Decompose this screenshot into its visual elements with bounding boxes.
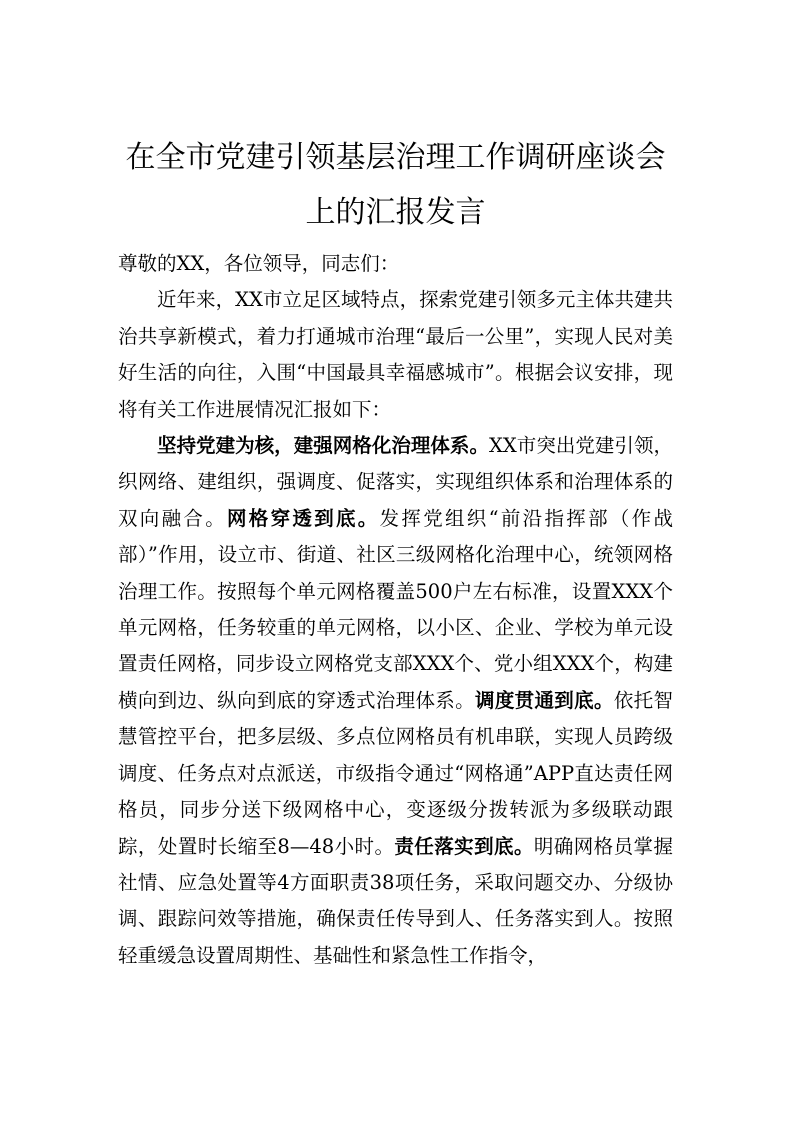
section-1-lead: XX市突出党建引领，织网络、建组织，强调度、促落实，实现组织体系和治理体系的双向融合。 <box>118 434 673 530</box>
section-1-heading: 坚持党建为核，建强网格化治理体系。 <box>157 434 489 458</box>
section-1-paragraph <box>118 428 673 974</box>
point-2-heading: 调度贯通到底。 <box>474 688 614 712</box>
document-body <box>118 246 673 974</box>
point-3-text: 明确网格员掌握社情、应急处置等4方面职责38项任务，采取问题交办、分级协调、跟踪问效等措施，确保责任传导到人、任务落实到人。按照轻重缓急设置周期性、基础性和紧急性工作指令， <box>118 834 673 967</box>
title-line-2: 上的汇报发言 <box>305 195 486 230</box>
salutation: 尊敬的XX，各位领导，同志们： <box>118 252 400 275</box>
point-1-heading: 网格穿透到底。 <box>227 506 380 530</box>
point-2-text: 依托智慧管控平台，把多层级、多点位网格员有机串联，实现人员跨级调度、任务点对点派送，市级指令通过“网格通”APP直达责任网格员，同步分送下级网格中心，变逐级分拨转派为多级联动跟踪，处置时长缩至8—48小时。 <box>118 688 673 858</box>
title-line-1: 在全市党建引领基层治理工作调研座谈会 <box>125 140 666 175</box>
point-1-text: 发挥党组织“前沿指挥部（作战部）”作用，设立市、街道、社区三级网格化治理中心，统领网格治理工作。按照每个单元网格覆盖500户左右标准，设置XXX个单元网格，任务较重的单元网格，以小区、企业、学校为单元设置责任网格，同步设立网格党支部XXX个、党小组XXX个，构建横向到边、纵向到底的穿透式治理体系。 <box>118 506 673 712</box>
intro-paragraph: 近年来，XX市立足区域特点，探索党建引领多元主体共建共治共享新模式，着力打通城市治理“最后一公里”，实现人民对美好生活的向往，入围“中国最具幸福感城市”。根据会议安排，现将有关工作进展情况汇报如下： <box>118 288 673 421</box>
point-3-heading: 责任落实到底。 <box>394 834 534 858</box>
